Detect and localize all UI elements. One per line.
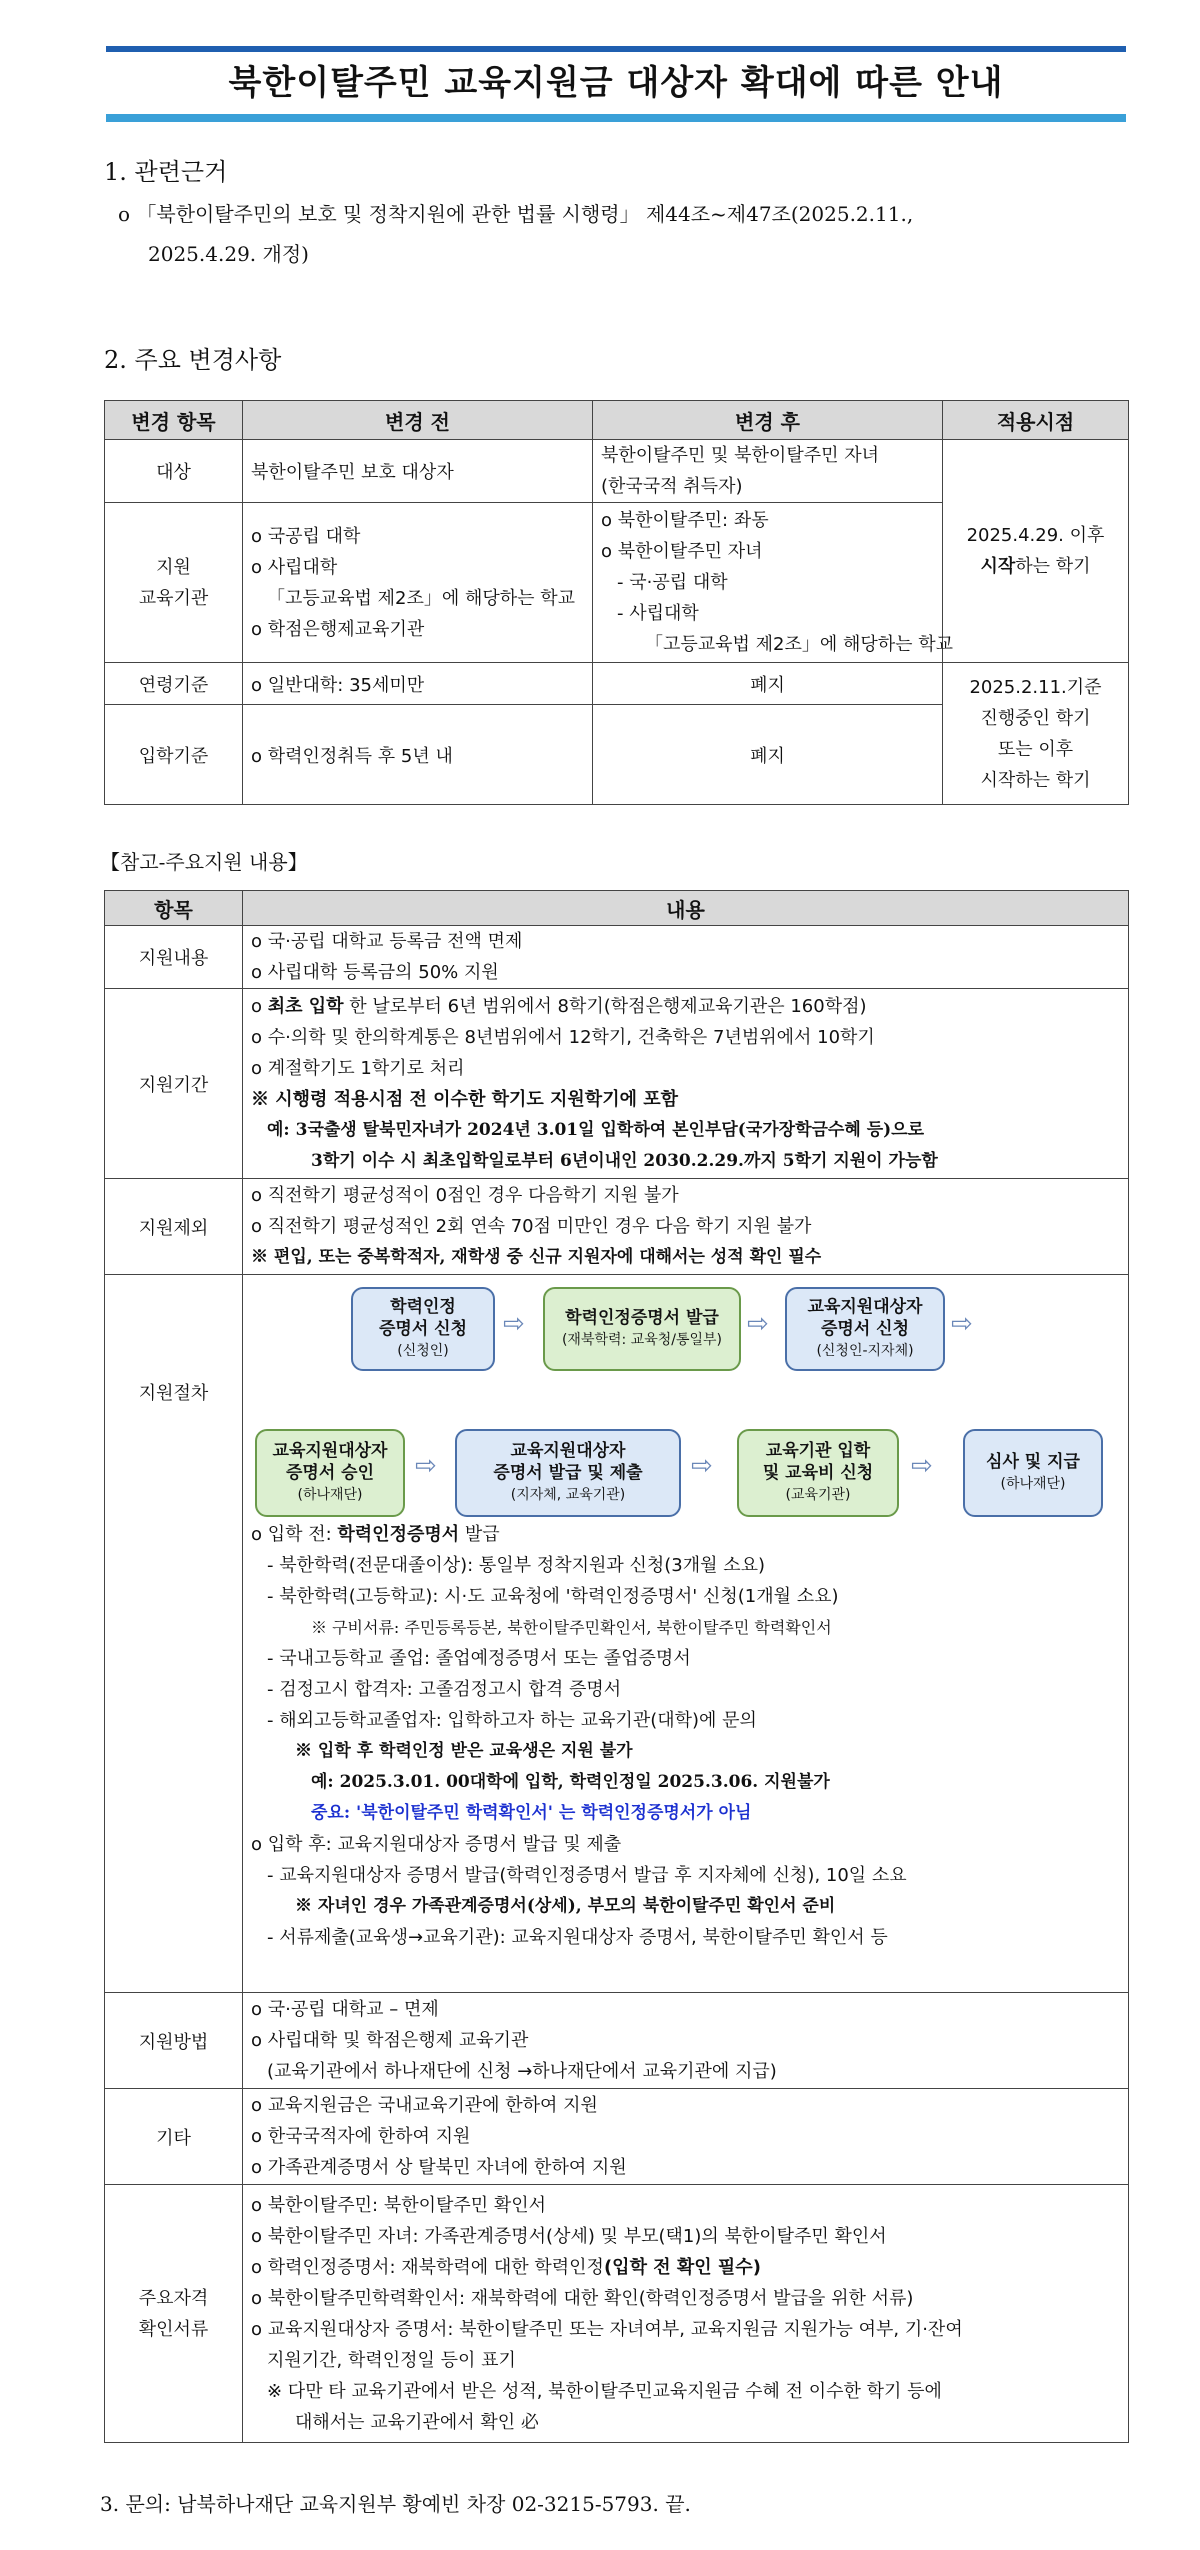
support-method-l3: (교육기관에서 하나재단에 신청 →하나재단에서 교육기관에 지급) bbox=[267, 2061, 777, 2082]
page-title: 북한이탈주민 교육지원금 대상자 확대에 따른 안내 bbox=[228, 63, 1004, 103]
support-period-l1 bbox=[251, 991, 1120, 1022]
procedure-b5: - 검정고시 합격자: 고졸검정고시 합격 증명서 bbox=[267, 1679, 622, 1700]
row-institution-before bbox=[243, 503, 593, 663]
support-period-label: 지원기간 bbox=[105, 989, 243, 1179]
table-row bbox=[105, 1275, 1129, 1993]
docs-l3-bold: (입학 전 확인 필수) bbox=[603, 2256, 761, 2278]
inst-before-l2: o 사립대학 bbox=[251, 556, 338, 578]
changes-table-header bbox=[105, 401, 1129, 440]
apply-time-2-l4: 시작하는 학기 bbox=[980, 769, 1091, 791]
title-bottom-rule bbox=[106, 114, 1126, 122]
flow-step-6 bbox=[737, 1429, 899, 1517]
flow-step-2-sub: (재북학력: 교육청/통일부) bbox=[561, 1332, 723, 1348]
flow-step-4 bbox=[255, 1429, 405, 1517]
support-period-l1-bold: 최초 입학 bbox=[267, 995, 344, 1017]
procedure-after3: ※ 자녀인 경우 가족관계증명서(상세), 부모의 북한이탈주민 확인서 준비 bbox=[295, 1896, 836, 1916]
other-label: 기타 bbox=[105, 2089, 243, 2185]
ref-col-header-content: 내용 bbox=[243, 891, 1129, 926]
row-age-item: 연령기준 bbox=[105, 663, 243, 705]
reference-table bbox=[104, 890, 1129, 2443]
docs-l7: ※ 다만 타 교육기관에서 받은 성적, 북한이탈주민교육지원금 수혜 전 이수한 학기 등에 bbox=[267, 2380, 942, 2402]
other-cell bbox=[243, 2089, 1129, 2185]
procedure-after4: - 서류제출(교육생→교육기관): 교육지원대상자 증명서, 북한이탈주민 확인서 등 bbox=[267, 1927, 888, 1948]
inst-after-l5: 「고등교육법 제2조」에 해당하는 학교 bbox=[645, 634, 954, 655]
procedure-b3: ※ 구비서류: 주민등록등본, 북한이탈주민확인서, 북한이탈주민 학력확인서 bbox=[311, 1618, 832, 1637]
flow-step-4-sub: (하나재단) bbox=[297, 1487, 363, 1503]
support-content-label: 지원내용 bbox=[105, 926, 243, 989]
support-exclusion-label: 지원제외 bbox=[105, 1179, 243, 1275]
flow-step-5 bbox=[455, 1429, 681, 1517]
docs-l2: o 북한이탈주민 자녀: 가족관계증명서(상세) 및 부모(택1)의 북한이탈주민 확인서 bbox=[251, 2225, 887, 2247]
inst-after-l4: - 사립대학 bbox=[617, 603, 699, 624]
support-procedure-label: 지원절차 bbox=[105, 1275, 243, 1993]
support-procedure-cell bbox=[243, 1275, 1129, 1993]
title-banner bbox=[106, 46, 1126, 122]
support-exclusion-l3: ※ 편입, 또는 중복학적자, 재학생 중 신규 지원자에 대해서는 성적 확인 필수 bbox=[251, 1247, 822, 1267]
inst-before-l4: o 학점은행제교육기관 bbox=[251, 618, 425, 640]
section2-heading: 2. 주요 변경사항 bbox=[104, 346, 282, 374]
flow-step-5-title-l1: 교육지원대상자 bbox=[510, 1441, 626, 1461]
support-method-label: 지원방법 bbox=[105, 1993, 243, 2089]
support-period-cell bbox=[243, 989, 1129, 1179]
section1-bullet-line2: 2025.4.29. 개정) bbox=[148, 242, 309, 266]
apply-time-1-rest: 하는 학기 bbox=[1015, 556, 1091, 577]
flow-arrow-icon: ⇨ bbox=[951, 1309, 973, 1339]
row-institution-after bbox=[593, 503, 954, 663]
apply-time-1 bbox=[943, 440, 1129, 663]
row-entry-before: o 학력인정취득 후 5년 내 bbox=[243, 705, 593, 805]
docs-label bbox=[105, 2185, 243, 2443]
procedure-before-entry bbox=[251, 1519, 1121, 1953]
flow-step-1-title-l1: 학력인정 bbox=[390, 1297, 456, 1317]
apply-time-1-l2 bbox=[951, 551, 1120, 582]
apply-time-2 bbox=[943, 663, 1129, 805]
other-l3: o 가족관계증명서 상 탈북민 자녀에 한하여 지원 bbox=[251, 2157, 627, 2178]
flow-arrow-icon: ⇨ bbox=[911, 1451, 933, 1481]
changes-table bbox=[104, 400, 1129, 805]
support-period-l1-rest: 한 날로부터 6년 범위에서 8학기(학점은행제교육기관은 160학점) bbox=[343, 995, 867, 1017]
row-target-before: 북한이탈주민 보호 대상자 bbox=[243, 440, 593, 503]
flow-step-4-title-l1: 교육지원대상자 bbox=[272, 1441, 388, 1461]
apply-time-2-l3: 또는 이후 bbox=[997, 738, 1074, 760]
support-period-l4: ※ 시행령 적용시점 전 이수한 학기도 지원학기에 포함 bbox=[251, 1088, 679, 1110]
flow-arrow-icon: ⇨ bbox=[415, 1451, 437, 1481]
row-entry-after: 폐지 bbox=[593, 705, 943, 805]
flow-step-4-title-l2: 증명서 승인 bbox=[285, 1463, 375, 1483]
support-exclusion-cell bbox=[243, 1179, 1129, 1275]
col-header-apply: 적용시점 bbox=[943, 401, 1129, 440]
section1-bullet-line1: o 「북한이탈주민의 보호 및 정착지원에 관한 법률 시행령」 제44조~제47조(2025.2.11., bbox=[118, 202, 914, 226]
table-row bbox=[105, 989, 1129, 1179]
table-row bbox=[105, 1179, 1129, 1275]
table-row bbox=[105, 663, 1129, 705]
support-content-l2: o 사립대학 등록금의 50% 지원 bbox=[251, 962, 499, 983]
other-l2: o 한국국적자에 한하여 지원 bbox=[251, 2126, 471, 2147]
flow-arrow-icon: ⇨ bbox=[503, 1309, 525, 1339]
flow-arrow-icon: ⇨ bbox=[747, 1309, 769, 1339]
flow-step-3 bbox=[785, 1287, 945, 1371]
flow-step-3-title-l1: 교육지원대상자 bbox=[807, 1297, 923, 1317]
reference-heading: 【참고-주요지원 내용】 bbox=[100, 850, 308, 874]
inst-after-l1: o 북한이탈주민: 좌동 bbox=[601, 510, 769, 531]
flow-step-6-title-l2: 및 교육비 신청 bbox=[762, 1463, 874, 1483]
col-header-before: 변경 전 bbox=[243, 401, 593, 440]
other-l1: o 교육지원금은 국내교육기관에 한하여 지원 bbox=[251, 2095, 598, 2116]
procedure-b2: - 북한학력(고등학교): 시·도 교육청에 '학력인정증명서' 신청(1개월 소요) bbox=[267, 1586, 839, 1607]
table-row bbox=[105, 2185, 1129, 2443]
flow-step-6-title-l1: 교육기관 입학 bbox=[765, 1441, 871, 1461]
docs-l4: o 북한이탈주민학력확인서: 재북학력에 대한 확인(학력인정증명서 발급을 위한 서류) bbox=[251, 2287, 914, 2309]
apply-time-2-l1: 2025.2.11.기준 bbox=[969, 676, 1102, 698]
docs-l3 bbox=[251, 2252, 1120, 2283]
apply-time-2-l2: 진행중인 학기 bbox=[980, 707, 1091, 729]
row-entry-item: 입학기준 bbox=[105, 705, 243, 805]
flow-step-5-sub: (지자체, 교육기관) bbox=[510, 1487, 626, 1503]
support-exclusion-l1: o 직전학기 평균성적이 0점인 경우 다음학기 지원 불가 bbox=[251, 1185, 679, 1206]
support-period-l5: 예: 3국출생 탈북민자녀가 2024년 3.01일 입학하여 본인부담(국가장학금수혜 등)으로 bbox=[267, 1119, 924, 1140]
row-institution-item-l2: 교육기관 bbox=[138, 587, 209, 609]
inst-before-l1: o 국공립 대학 bbox=[251, 525, 361, 547]
support-period-l3: o 계절학기도 1학기로 처리 bbox=[251, 1057, 465, 1079]
procedure-before-l0 bbox=[251, 1519, 1121, 1550]
row-institution-item-l1: 지원 bbox=[156, 556, 191, 578]
procedure-b1: - 북한학력(전문대졸이상): 통일부 정착지원과 신청(3개월 소요) bbox=[267, 1555, 766, 1576]
support-method-l2: o 사립대학 및 학점은행제 교육기관 bbox=[251, 2030, 529, 2051]
procedure-b7: ※ 입학 후 학력인정 받은 교육생은 지원 불가 bbox=[295, 1741, 633, 1761]
flow-step-7-title-l1: 심사 및 지급 bbox=[986, 1452, 1080, 1472]
flow-step-3-sub: (신청인-지자체) bbox=[816, 1343, 914, 1359]
row-target-after-l2: (한국국적 취득자) bbox=[601, 476, 743, 497]
table-row bbox=[105, 1993, 1129, 2089]
docs-l3-pre: o 학력인정증명서: 재북학력에 대한 학력인정 bbox=[251, 2256, 604, 2278]
col-header-after: 변경 후 bbox=[593, 401, 943, 440]
flow-arrow-icon: ⇨ bbox=[691, 1451, 713, 1481]
procedure-b4: - 국내고등학교 졸업: 졸업예정증명서 또는 졸업증명서 bbox=[267, 1648, 691, 1669]
procedure-b6: - 해외고등학교졸업자: 입학하고자 하는 교육기관(대학)에 문의 bbox=[267, 1710, 757, 1731]
inst-after-l3: - 국·공립 대학 bbox=[617, 572, 728, 593]
flow-step-1-title-l2: 증명서 신청 bbox=[378, 1319, 468, 1339]
docs-l8: 대해서는 교육기관에서 확인 必 bbox=[295, 2411, 539, 2433]
support-content-cell bbox=[243, 926, 1129, 989]
row-institution-item bbox=[105, 503, 243, 663]
flow-step-2-title-l1: 학력인정증명서 발급 bbox=[565, 1308, 719, 1328]
inst-after-l2: o 북한이탈주민 자녀 bbox=[601, 541, 763, 562]
table-row bbox=[105, 926, 1129, 989]
docs-l1: o 북한이탈주민: 북한이탈주민 확인서 bbox=[251, 2194, 547, 2216]
flow-step-1-sub: (신청인) bbox=[397, 1343, 449, 1359]
procedure-before-rest: 발급 bbox=[459, 1524, 500, 1545]
support-exclusion-l2: o 직전학기 평균성적인 2회 연속 70점 미만인 경우 다음 학기 지원 불가 bbox=[251, 1216, 812, 1237]
apply-time-1-bold: 시작 bbox=[980, 556, 1016, 577]
table-row bbox=[105, 2089, 1129, 2185]
flow-step-7 bbox=[963, 1429, 1103, 1517]
row-age-before: o 일반대학: 35세미만 bbox=[243, 663, 593, 705]
row-age-after: 폐지 bbox=[593, 663, 943, 705]
docs-label-l1: 주요자격 bbox=[138, 2287, 209, 2309]
procedure-b9: 중요: '북한이탈주민 학력확인서' 는 학력인정증명서가 아님 bbox=[311, 1803, 752, 1823]
flow-step-1 bbox=[351, 1287, 495, 1371]
procedure-before-bold: 학력인정증명서 bbox=[337, 1524, 460, 1545]
support-content-l1: o 국·공립 대학교 등록금 전액 면제 bbox=[251, 931, 523, 952]
procedure-before-pre: o 입학 전: bbox=[251, 1524, 338, 1545]
flow-step-2 bbox=[543, 1287, 741, 1371]
procedure-after1: o 입학 후: 교육지원대상자 증명서 발급 및 제출 bbox=[251, 1834, 622, 1855]
row-target-after bbox=[593, 440, 943, 503]
support-period-l6: 3학기 이수 시 최초입학일로부터 6년이내인 2030.2.29.까지 5학기 지원이 가능함 bbox=[311, 1150, 938, 1171]
support-period-l1-pre: o bbox=[251, 995, 268, 1017]
apply-time-1-l1: 2025.4.29. 이후 bbox=[966, 525, 1105, 546]
row-target-after-l1: 북한이탈주민 및 북한이탈주민 자녀 bbox=[601, 445, 879, 466]
flow-step-3-title-l2: 증명서 신청 bbox=[820, 1319, 910, 1339]
flow-step-7-sub: (하나재단) bbox=[1000, 1476, 1066, 1492]
docs-l6: 지원기간, 학력인정일 등이 표기 bbox=[267, 2349, 516, 2371]
footer-contact: 3. 문의: 남북하나재단 교육지원부 황예빈 차장 02-3215-5793. 끝. bbox=[100, 2492, 691, 2516]
inst-before-l3: 「고등교육법 제2조」에 해당하는 학교 bbox=[267, 587, 576, 609]
flow-step-6-sub: (교육기관) bbox=[785, 1487, 851, 1503]
section1-heading: 1. 관련근거 bbox=[104, 158, 228, 186]
ref-col-header-item: 항목 bbox=[105, 891, 243, 926]
procedure-b8: 예: 2025.3.01. 00대학에 입학, 학력인정일 2025.3.06. 지원불가 bbox=[311, 1772, 830, 1792]
docs-l5: o 교육지원대상자 증명서: 북한이탈주민 또는 자녀여부, 교육지원금 지원가능 여부, 기·잔여 bbox=[251, 2318, 963, 2340]
table-row bbox=[105, 440, 1129, 503]
support-method-l1: o 국·공립 대학교 – 면제 bbox=[251, 1999, 439, 2020]
col-header-item: 변경 항목 bbox=[105, 401, 243, 440]
reference-table-header bbox=[105, 891, 1129, 926]
procedure-flow bbox=[251, 1283, 1120, 1948]
row-target-item: 대상 bbox=[105, 440, 243, 503]
docs-cell bbox=[243, 2185, 1129, 2443]
support-period-l2: o 수·의학 및 한의학계통은 8년범위에서 12학기, 건축학은 7년범위에서 10학기 bbox=[251, 1026, 875, 1048]
procedure-after2: - 교육지원대상자 증명서 발급(학력인정증명서 발급 후 지자체에 신청), 10일 소요 bbox=[267, 1865, 907, 1886]
flow-step-5-title-l2: 증명서 발급 및 제출 bbox=[493, 1463, 643, 1483]
support-method-cell bbox=[243, 1993, 1129, 2089]
docs-label-l2: 확인서류 bbox=[138, 2318, 209, 2340]
